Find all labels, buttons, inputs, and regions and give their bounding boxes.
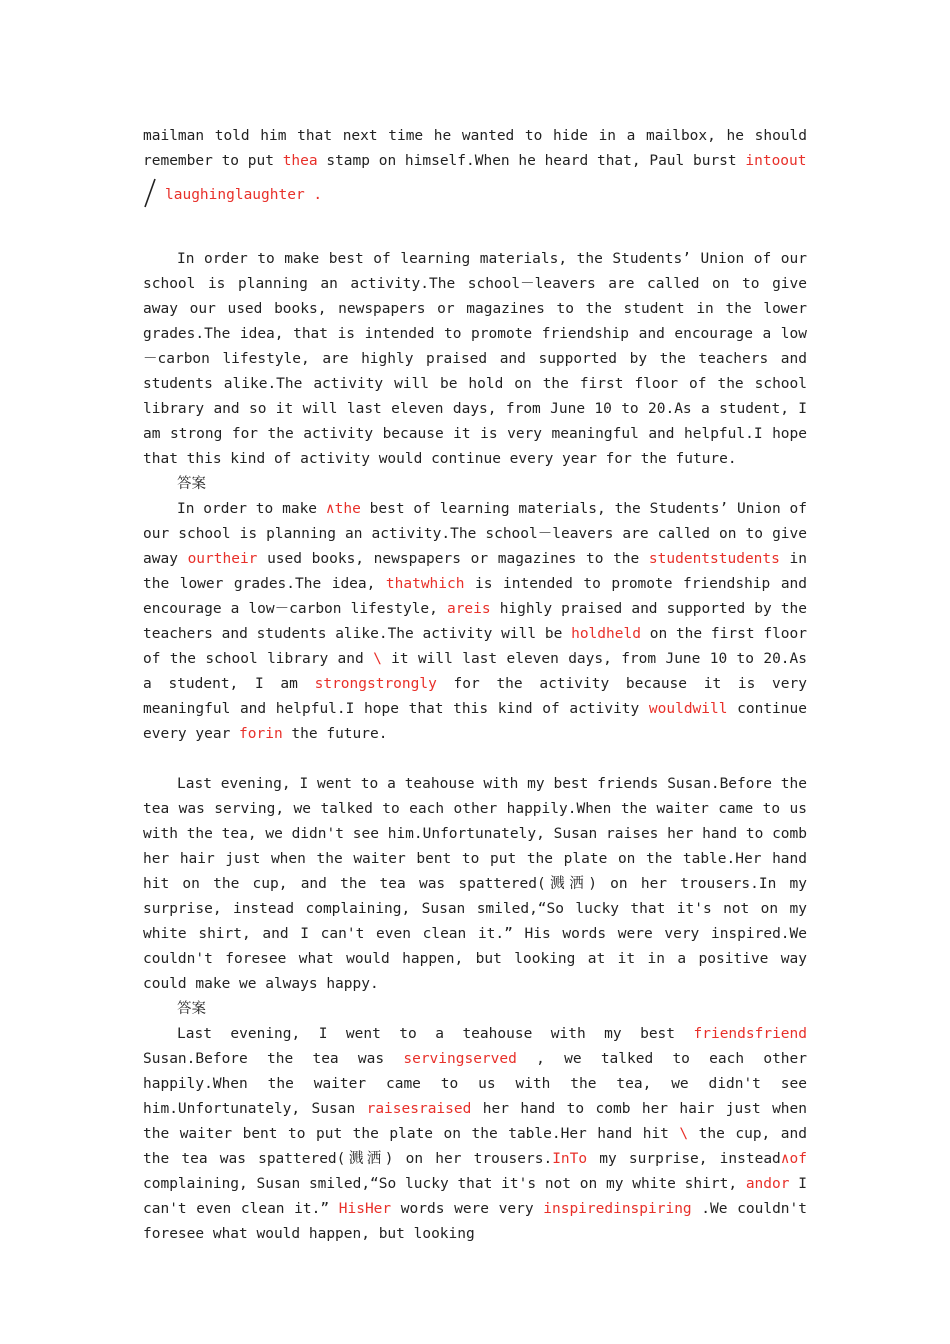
correction-mark: servingserved: [403, 1051, 517, 1067]
correction-mark: \: [679, 1126, 689, 1142]
answer-paragraph-1: In order to make ∧the best of learning materials, the Students’ Union of our school is planning an activity.The school－leavers are called on to give away ourtheir used books, newspapers or magazines to the studentstudents in the lower grades.The idea, thatwhich is intended to promote friendship and encourage a low－carbon lifestyle, areis highly praised and supported by the teachers and students alike.The activity will be holdheld on the first floor of the school library and \ it will last eleven days, from June 10 to 20.As a student, I am strongstrongly for the activity because it is very meaningful and helpful.I hope that this kind of activity wouldwill continue every year forin the future.: [143, 501, 808, 742]
correction-mark: HisHer: [338, 1201, 392, 1217]
correction-mark: areis: [446, 601, 491, 617]
correction-mark: InTo: [552, 1151, 588, 1167]
carryover-text: mailman told him that next time he wanted to hide in a mailbox, he should remember to put: [143, 128, 807, 169]
correction-mark: forin: [239, 726, 283, 742]
correction-mark: thatwhich: [385, 576, 465, 592]
correction-mark: friendsfriend: [693, 1026, 807, 1042]
carryover-text: stamp on himself.When he heard that, Paul burst: [317, 153, 746, 169]
carryover-paragraph-tail: [143, 178, 807, 208]
correction-mark: strongstrongly: [314, 676, 437, 692]
carryover-paragraph: [143, 124, 807, 174]
correction-mark: andor: [745, 1176, 790, 1192]
answer-label: 答案: [177, 1001, 206, 1017]
correction-mark: \: [373, 651, 382, 667]
correction-mark: laughinglaughter .: [165, 187, 323, 203]
document-page: [143, 124, 807, 1247]
correction-mark: raisesraised: [366, 1101, 472, 1117]
correction-mark: ∧the: [325, 501, 361, 517]
exercise-paragraph-2: Last evening, I went to a teahouse with my best friends Susan.Before the tea was serving, we talked to each other happily.When the waiter came to us with the tea, we didn't see him.Unfortunately, Susan raises her hand to comb her hair just when the waiter bent to put the plate on the table.Her hand hit on the cup, and the tea was spattered(溅洒) on her trousers.In my surprise, instead complaining, Susan smiled,“So lucky that it's not on my white shirt, and I can't even clean it.” His words were very inspired.We couldn't foresee what would happen, but looking at it in a positive way could make we always happy.: [143, 776, 807, 992]
correction-mark: ourtheir: [187, 551, 258, 567]
correction-mark: inspiredinspiring: [543, 1201, 692, 1217]
correction-mark: holdheld: [571, 626, 641, 642]
correction-mark: intoout: [745, 153, 807, 169]
correction-mark: ∧of: [780, 1151, 807, 1167]
answer-label: 答案: [177, 476, 206, 492]
answer-paragraph-2: Last evening, I went to a teahouse with my best friendsfriend Susan.Before the tea was servingserved , we talked to each other happily.When the waiter came to us with the tea, we didn't see him.Unfortunately, Susan raisesraised her hand to comb her hair just when the waiter bent to put the plate on the table.Her hand hit \ the cup, and the tea was spattered(溅洒) on her trousers.InTo my surprise, instead∧of complaining, Susan smiled,“So lucky that it's not on my white shirt, andor I can't even clean it.” HisHer words were very inspiredinspiring .We couldn't foresee what would happen, but looking: [143, 1026, 807, 1242]
correction-mark: studentstudents: [648, 551, 780, 567]
correction-mark: thea: [282, 153, 318, 169]
correction-mark: wouldwill: [648, 701, 728, 717]
exercise-paragraph-1: In order to make best of learning materials, the Students’ Union of our school is planning an activity.The school－leavers are called on to give away our used books, newspapers or magazines to the student in the lower grades.The idea, that is intended to promote friendship and encourage a low－carbon lifestyle, are highly praised and supported by the teachers and students alike.The activity will be hold on the first floor of the school library and so it will last eleven days, from June 10 to 20.As a student, I am strong for the activity because it is very meaningful and helpful.I hope that this kind of activity would continue every year for the future.: [143, 251, 807, 467]
slash-icon: [143, 178, 157, 208]
